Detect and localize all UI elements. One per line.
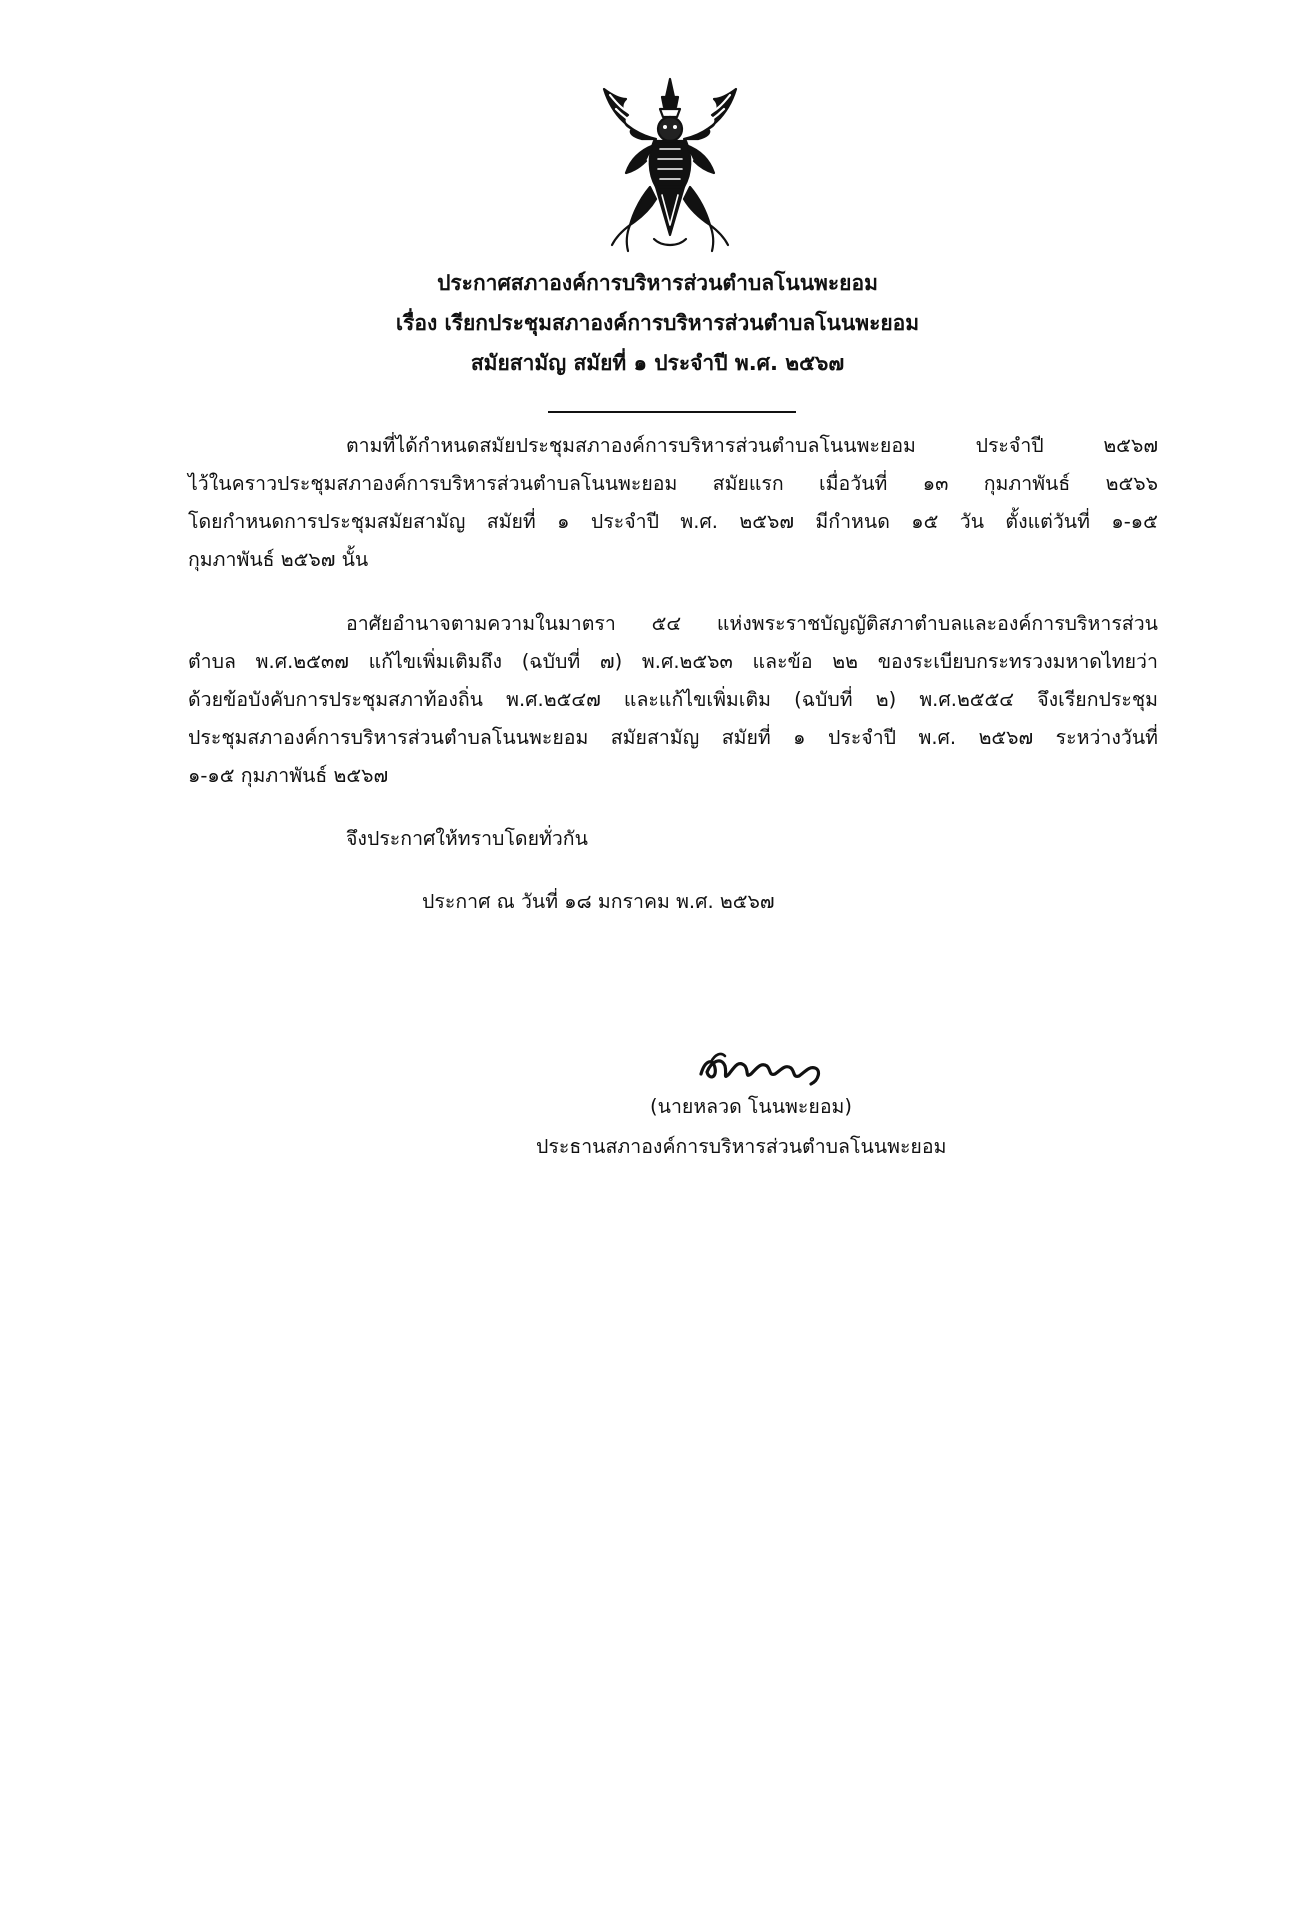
paragraph-1-line-4: กุมภาพันธ์ ๒๕๖๗ นั้น	[188, 548, 369, 571]
paragraph-1-line-2: ไว้ในคราวประชุมสภาองค์การบริหารส่วนตำบลโนนพะยอม สมัยแรก เมื่อวันที่ ๑๓ กุมภาพันธ์ ๒๕๖๖	[188, 472, 1158, 495]
header-session: สมัยสามัญ สมัยที่ ๑ ประจำปี พ.ศ. ๒๕๖๗	[470, 351, 845, 375]
handwritten-signature	[695, 1040, 835, 1090]
announcement-date: ประกาศ ณ วันที่ ๑๘ มกราคม พ.ศ. ๒๕๖๗	[422, 890, 775, 913]
paragraph-2-line-5: ๑-๑๕ กุมภาพันธ์ ๒๕๖๗	[188, 764, 389, 787]
signer-name: (นายหลวด โนนพะยอม)	[650, 1095, 852, 1118]
paragraph-2-line-4: ประชุมสภาองค์การบริหารส่วนตำบลโนนพะยอม สมัยสามัญ สมัยที่ ๑ ประจำปี พ.ศ. ๒๕๖๗ ระหว่างวันที่	[188, 726, 1158, 749]
garuda-emblem-icon	[590, 75, 750, 255]
closing-statement: จึงประกาศให้ทราบโดยทั่วกัน	[346, 827, 588, 850]
paragraph-2-line-3: ด้วยข้อบังคับการประชุมสภาท้องถิ่น พ.ศ.๒๕๔๗ และแก้ไขเพิ่มเติม (ฉบับที่ ๒) พ.ศ.๒๕๕๔ จึงเรียกประชุม	[188, 688, 1158, 711]
paragraph-1-line-1: ตามที่ได้กำหนดสมัยประชุมสภาองค์การบริหารส่วนตำบลโนนพะยอม ประจำปี ๒๕๖๗	[346, 434, 1158, 457]
header-subject: เรื่อง เรียกประชุมสภาองค์การบริหารส่วนตำบลโนนพะยอม	[395, 311, 920, 335]
header-divider	[548, 411, 796, 413]
document-header	[0, 263, 1315, 383]
paragraph-2-line-2: ตำบล พ.ศ.๒๕๓๗ แก้ไขเพิ่มเติมถึง (ฉบับที่ ๗) พ.ศ.๒๕๖๓ และข้อ ๒๒ ของระเบียบกระทรวงมหาดไทยว่า	[188, 650, 1158, 673]
paragraph-2	[188, 605, 1158, 795]
header-title: ประกาศสภาองค์การบริหารส่วนตำบลโนนพะยอม	[437, 271, 878, 295]
paragraph-1-line-3: โดยกำหนดการประชุมสมัยสามัญ สมัยที่ ๑ ประจำปี พ.ศ. ๒๕๖๗ มีกำหนด ๑๕ วัน ตั้งแต่วันที่ ๑-๑๕	[188, 510, 1158, 533]
paragraph-1	[188, 427, 1158, 579]
signer-title: ประธานสภาองค์การบริหารส่วนตำบลโนนพะยอม	[536, 1135, 947, 1158]
paragraph-2-line-1: อาศัยอำนาจตามความในมาตรา ๕๔ แห่งพระราชบัญญัติสภาตำบลและองค์การบริหารส่วน	[346, 612, 1158, 635]
